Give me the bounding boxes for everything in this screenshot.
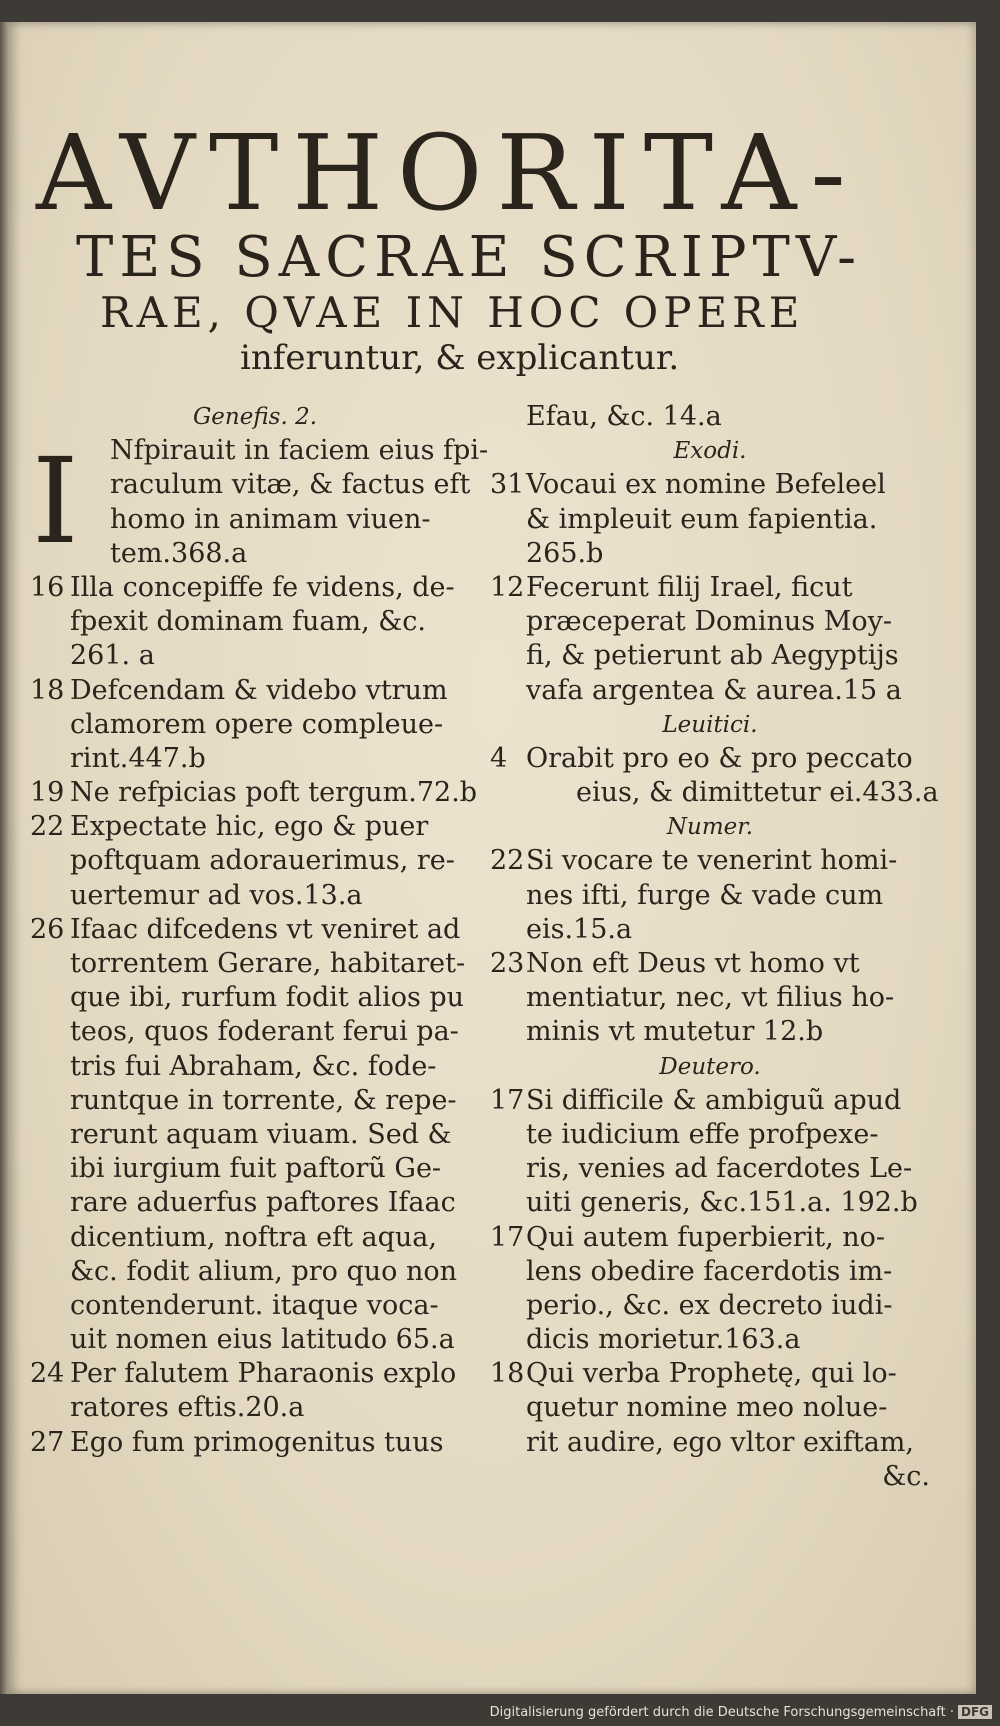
line-text: Ifaac difcedens vt veniret ad [70, 913, 461, 945]
line-text: raculum vitæ, & factus eft [110, 469, 471, 501]
text-line [490, 1015, 930, 1049]
text-line [30, 639, 480, 673]
line-text: dicentium, noftra eft aqua, [70, 1221, 437, 1253]
line-text: minis vt mutetur 12.b [526, 1016, 824, 1048]
text-line [30, 1323, 480, 1357]
text-line [490, 1426, 930, 1460]
line-text: Defcendam & videbo vtrum [70, 674, 448, 706]
section-heading-text: Numer. [666, 814, 754, 841]
line-text: Expectate hic, ego & puer [70, 811, 429, 843]
line-text: Qui autem fuperbierit, no- [526, 1221, 886, 1253]
text-line [30, 537, 480, 571]
line-text: 261. a [70, 640, 155, 672]
text-line [30, 879, 480, 913]
text-line [30, 844, 480, 878]
title-line-1: AVTHORITA- [36, 112, 860, 234]
line-text: Per falutem Pharaonis explo [70, 1358, 457, 1390]
line-text: torrentem Gerare, habitaret- [70, 948, 466, 979]
line-text: teos, quos foderant ferui pa- [70, 1016, 459, 1048]
line-text: uiti generis, &c.151.a. 192.b [526, 1187, 918, 1219]
text-line [490, 776, 939, 810]
text-line [30, 468, 480, 502]
section-heading [490, 708, 930, 742]
line-text: & impleuit eum fapientia. [526, 503, 878, 535]
right-column [490, 400, 939, 1494]
line-text: Nfpirauit in faciem eius fpi- [110, 435, 489, 467]
text-line [490, 1118, 930, 1152]
text-line [30, 1426, 480, 1460]
verse-number: 24 [30, 1358, 65, 1390]
text-line [490, 639, 930, 673]
line-text: &c. [882, 1460, 930, 1492]
left-column [30, 400, 489, 1460]
text-line [30, 571, 480, 605]
text-line [30, 810, 480, 844]
line-text: fi, & petierunt ab Aegyptijs [526, 640, 899, 672]
line-text: Vocaui ex nomine Befeleel [526, 469, 886, 501]
line-text: uertemur ad vos.13.a [70, 879, 363, 911]
text-line [490, 1255, 930, 1289]
line-text: tem.368.a [110, 537, 248, 569]
verse-number: 31 [490, 469, 525, 501]
text-line [490, 913, 930, 947]
text-line [490, 1357, 930, 1391]
text-line [490, 537, 930, 571]
title-line-4: inferuntur, & explicantur. [240, 338, 680, 378]
line-text: mentiatur, nec, vt filius ho- [526, 982, 895, 1014]
text-line [30, 1357, 480, 1391]
verse-number: 22 [30, 811, 65, 843]
section-heading [30, 400, 480, 434]
verse-number: 23 [490, 948, 525, 979]
line-text: vafa argentea & aurea.15 a [526, 674, 902, 706]
text-line [30, 913, 480, 947]
section-heading-text: Deutero. [659, 1053, 761, 1080]
line-text: runtque in torrente, & repe- [70, 1084, 457, 1116]
verse-number: 18 [30, 674, 65, 706]
line-text: que ibi, rurfum fodit alios pu [70, 982, 465, 1014]
text-line [30, 1186, 480, 1220]
title-line-2: TES SACRAE SCRIPTV- [76, 225, 863, 290]
line-text: Orabit pro eo & pro peccato [526, 742, 913, 774]
line-text: Ego fum primogenitus tuus [70, 1426, 444, 1458]
text-line [30, 1221, 480, 1255]
line-text: clamorem opere compleue- [70, 708, 444, 740]
text-line [490, 947, 930, 981]
text-line [490, 1152, 930, 1186]
verse-number: 26 [30, 913, 65, 945]
line-text: lens obedire facerdotis im- [526, 1255, 893, 1287]
title-line-3: RAE, QVAE IN HOC OPERE [100, 288, 805, 337]
line-text: contenderunt. itaque voca- [70, 1289, 439, 1321]
line-text: poftquam adorauerimus, re- [70, 845, 455, 877]
text-line [490, 742, 930, 776]
line-text: Qui verba Prophetę, qui lo- [526, 1358, 897, 1390]
text-line [490, 571, 930, 605]
line-text: 265.b [526, 537, 604, 569]
text-line [490, 605, 930, 639]
text-line [30, 605, 480, 639]
digitization-footer [490, 1705, 992, 1720]
line-text: præceperat Dominus Moy- [526, 606, 893, 638]
line-text: Si difficile & ambiguũ apud [526, 1084, 902, 1116]
line-text: rint.447.b [70, 742, 206, 774]
text-line [490, 1460, 930, 1494]
text-line [30, 434, 489, 468]
text-line [490, 844, 930, 878]
line-text: Ne refpicias poft tergum.72.b [70, 777, 478, 809]
line-text: homo in animam viuen- [110, 503, 431, 535]
text-line [490, 1084, 930, 1118]
text-line [490, 1323, 930, 1357]
text-line [30, 742, 480, 776]
footer-text: Digitalisierung gefördert durch die Deutsche Forschungsgemeinschaft · [489, 1705, 954, 1720]
line-text: rerunt aquam viuam. Sed & [70, 1118, 452, 1150]
section-heading [490, 434, 930, 468]
text-line [490, 468, 930, 502]
line-text: ibi iurgium fuit paftorũ Ge- [70, 1153, 442, 1185]
line-text: dicis morietur.163.a [526, 1324, 801, 1356]
text-line [490, 981, 930, 1015]
line-text: Efau, &c. 14.a [526, 401, 722, 432]
text-line [490, 400, 930, 434]
verse-number: 17 [490, 1084, 525, 1116]
verse-number: 27 [30, 1426, 65, 1458]
text-line [490, 674, 930, 708]
text-line [30, 1152, 480, 1186]
line-text: rit audire, ego vltor exiftam, [526, 1426, 914, 1458]
verse-number: 19 [30, 777, 65, 809]
text-line [30, 1084, 480, 1118]
text-line [30, 947, 480, 981]
text-line [30, 503, 480, 537]
text-line [30, 674, 480, 708]
line-text: ratores eftis.20.a [70, 1392, 305, 1424]
line-text: fpexit dominam fuam, &c. [70, 606, 426, 638]
verse-number: 4 [490, 742, 508, 774]
text-line [490, 1186, 930, 1220]
dfg-logo: DFG [958, 1705, 992, 1719]
line-text: eius, & dimittetur ei.433.a [576, 777, 939, 809]
line-text: te iudicium effe profpexe- [526, 1118, 879, 1150]
text-line [30, 1391, 480, 1425]
line-text: perio., &c. ex decreto iudi- [526, 1289, 893, 1321]
line-text: Illa concepiffe fe videns, de- [70, 571, 455, 603]
section-heading [490, 1050, 930, 1084]
text-line [30, 776, 480, 810]
line-text: tris fui Abraham, &c. fode- [70, 1050, 437, 1082]
line-text: eis.15.a [526, 913, 633, 945]
line-text: Non eft Deus vt homo vt [526, 948, 860, 979]
section-heading-text: Exodi. [673, 438, 747, 465]
section-heading-text: Leuitici. [662, 711, 758, 738]
verse-number: 18 [490, 1358, 525, 1390]
verse-number: 17 [490, 1221, 525, 1253]
text-line [30, 1289, 480, 1323]
verse-number: 12 [490, 571, 525, 603]
verse-number: 22 [490, 845, 525, 877]
text-line [490, 1391, 930, 1425]
line-text: uit nomen eius latitudo 65.a [70, 1324, 455, 1356]
line-text: &c. fodit alium, pro quo non [70, 1255, 458, 1287]
line-text: Si vocare te venerint homi- [526, 845, 898, 877]
verse-number: 16 [30, 571, 65, 603]
text-line [30, 1255, 480, 1289]
text-line [490, 1221, 930, 1255]
line-text: nes ifti, furge & vade cum [526, 879, 884, 911]
drop-cap: I [32, 432, 79, 570]
section-heading-text: Genefis. 2. [192, 404, 318, 430]
text-line [30, 708, 480, 742]
section-heading [490, 810, 930, 844]
line-text: rare aduerfus paftores Ifaac [70, 1187, 456, 1219]
text-line [30, 981, 480, 1015]
line-text: quetur nomine meo noluе- [526, 1392, 888, 1424]
text-line [30, 1050, 480, 1084]
text-line [30, 1118, 480, 1152]
text-line [490, 879, 930, 913]
text-line [490, 1289, 930, 1323]
line-text: ris, venies ad facerdotes Le- [526, 1153, 913, 1185]
text-line [490, 503, 930, 537]
line-text: Fecerunt filij Irael, ficut [526, 571, 853, 603]
text-line [30, 1015, 480, 1049]
